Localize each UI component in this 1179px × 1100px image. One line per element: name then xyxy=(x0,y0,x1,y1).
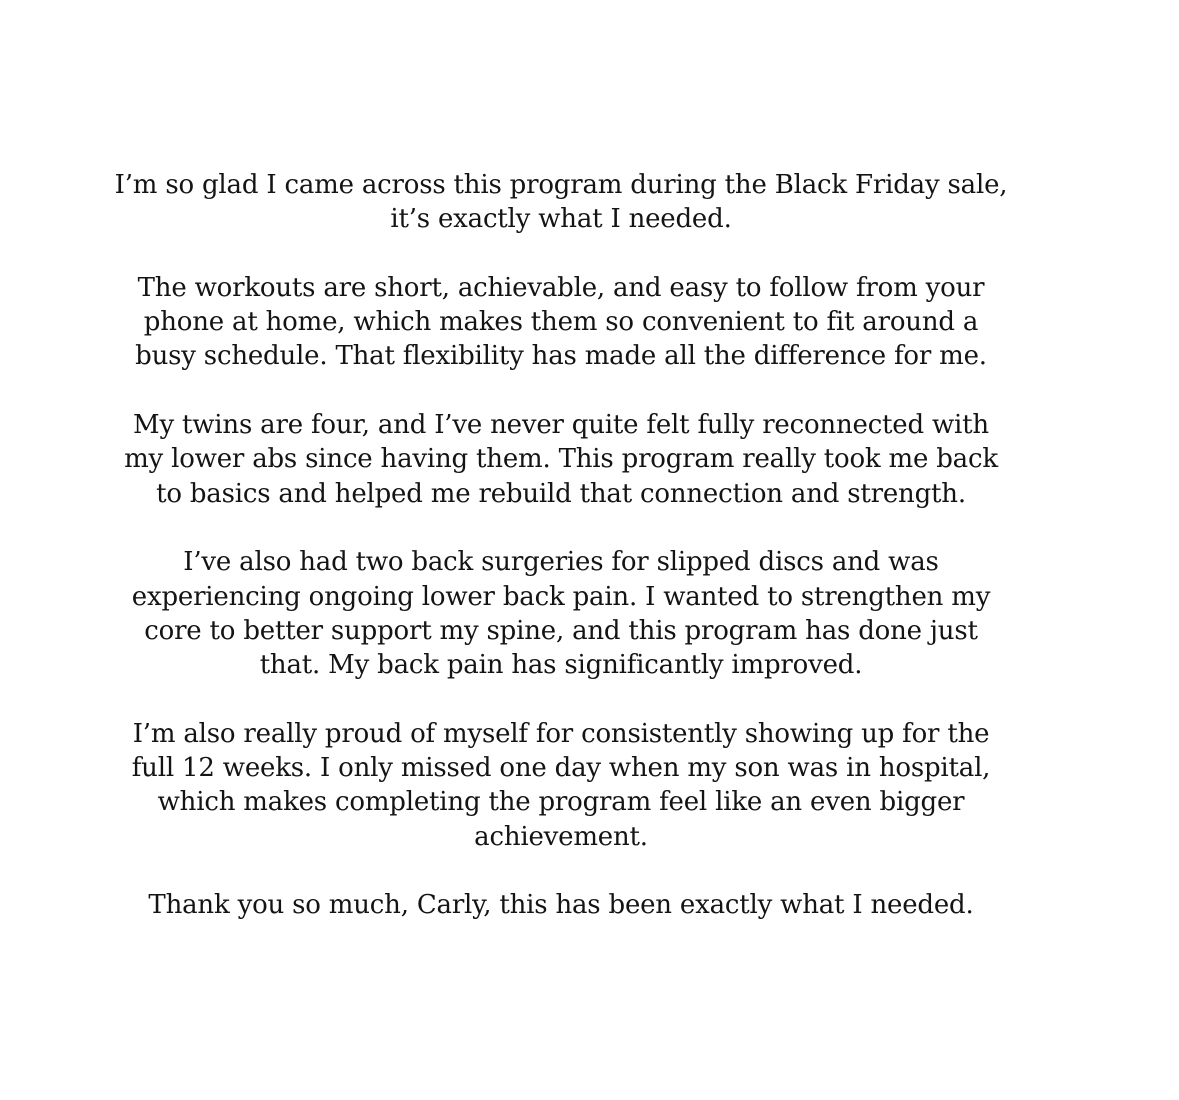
paragraph-intro xyxy=(0,168,1122,237)
text-line: achievement. xyxy=(474,821,648,852)
text-line: full 12 weeks. I only missed one day when my son was in hospital, xyxy=(131,753,991,784)
text-line: phone at home, which makes them so convenient to fit around a xyxy=(143,307,979,338)
paragraph-back-pain xyxy=(0,545,1122,682)
text-line: my lower abs since having them. This program really took me back xyxy=(124,444,998,475)
text-line: to basics and helped me rebuild that connection and strength. xyxy=(156,478,966,509)
text-line: experiencing ongoing lower back pain. I wanted to strengthen my xyxy=(131,581,991,612)
text-line: busy schedule. That flexibility has made all the difference for me. xyxy=(135,341,987,372)
text-line: I’m also really proud of myself for consistently showing up for the xyxy=(132,718,990,749)
text-line: I’ve also had two back surgeries for slipped discs and was xyxy=(183,547,939,578)
text-line: that. My back pain has significantly improved. xyxy=(259,650,863,681)
text-line: Thank you so much, Carly, this has been exactly what I needed. xyxy=(148,890,974,921)
paragraph-thanks xyxy=(0,888,1122,922)
text-line: it’s exactly what I needed. xyxy=(390,204,732,235)
text-line: core to better support my spine, and this program has done just xyxy=(144,615,978,646)
paragraph-workouts xyxy=(0,271,1122,374)
paragraph-consistency xyxy=(0,717,1122,854)
text-line: I’m so glad I came across this program during the Black Friday sale, xyxy=(114,170,1008,200)
paragraph-twins xyxy=(0,408,1122,511)
text-line: The workouts are short, achievable, and easy to follow from your xyxy=(137,272,985,303)
text-line: which makes completing the program feel like an even bigger xyxy=(157,787,965,818)
testimonial-text xyxy=(0,168,1122,957)
text-line: My twins are four, and I’ve never quite felt fully reconnected with xyxy=(133,410,989,441)
